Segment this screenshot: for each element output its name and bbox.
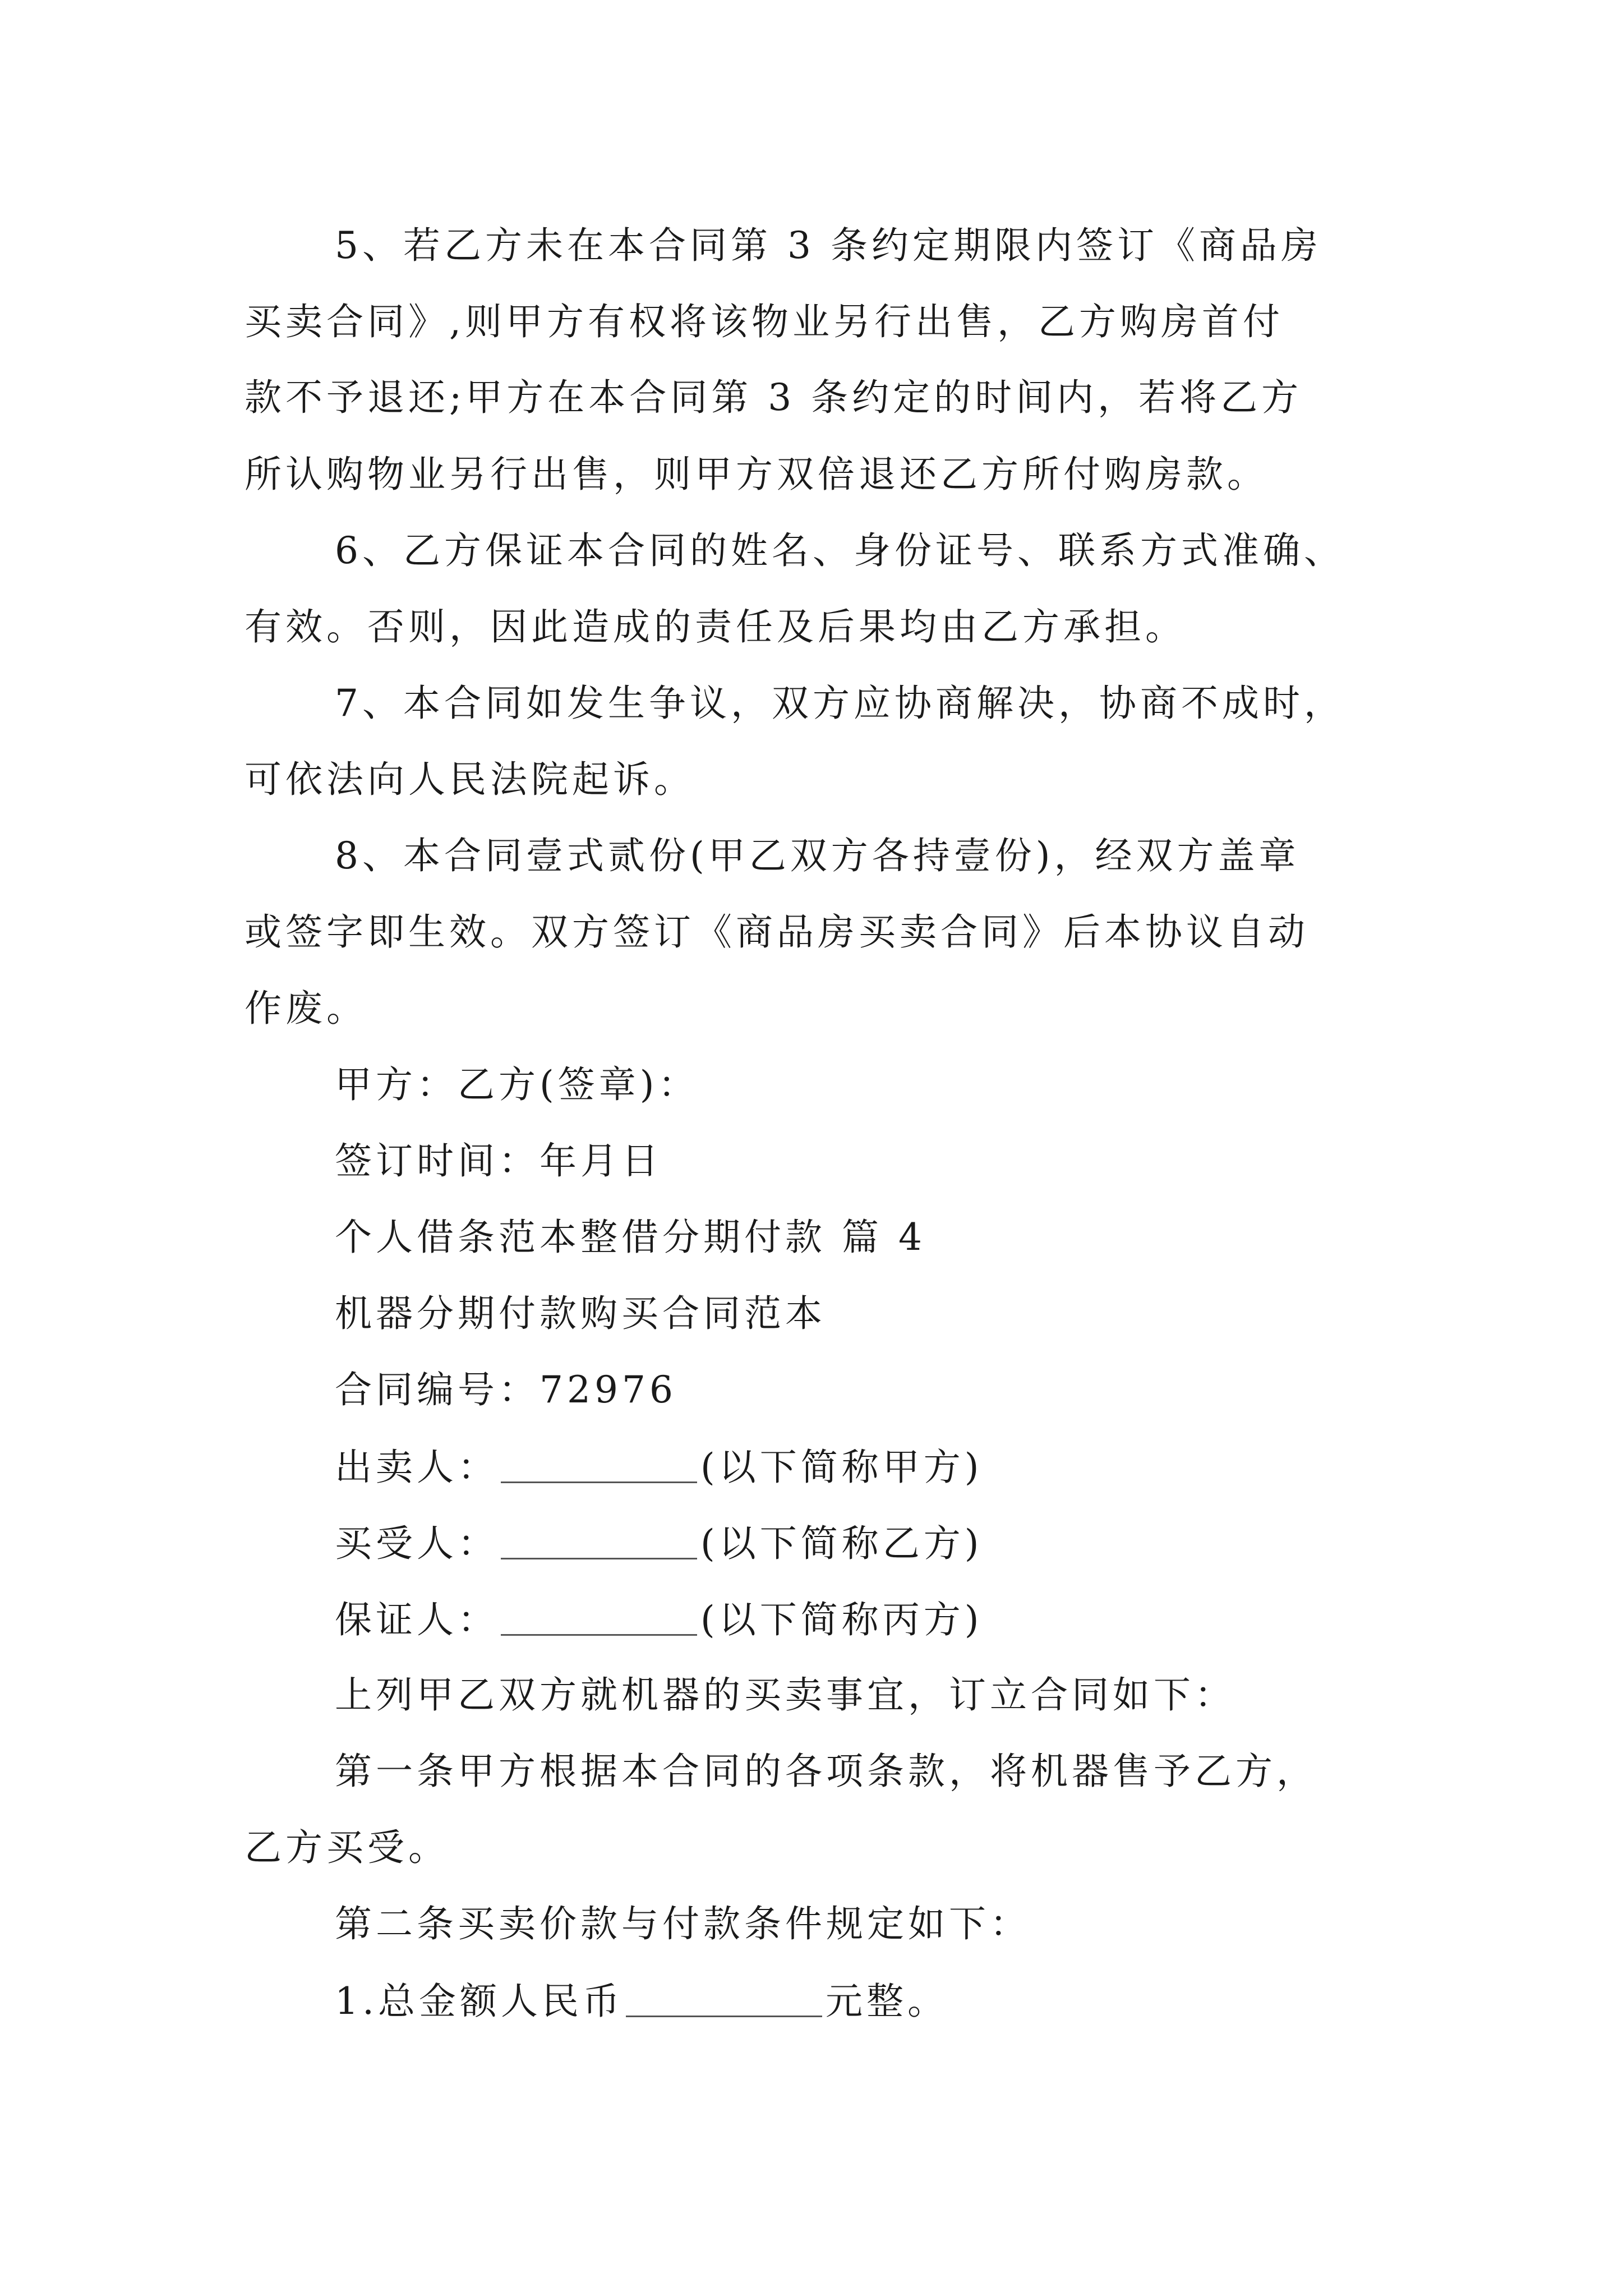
item5-line-2: 买卖合同》,则甲方有权将该物业另行出售，乙方购房首付: [245, 300, 1284, 343]
contract-title: 机器分期付款购买合同范本: [335, 1292, 826, 1335]
contract-number: 合同编号：72976: [335, 1368, 677, 1411]
seller-label: 出卖人：: [335, 1446, 499, 1489]
article1-line-1: 第一条甲方根据本合同的各项条款，将机器售予乙方，: [335, 1750, 1317, 1793]
guarantor-blank[interactable]: [501, 1600, 697, 1636]
signing-time: 签订时间：年月日: [335, 1139, 662, 1182]
item7-line-1: 7、本合同如发生争议，双方应协商解决，协商不成时，: [335, 682, 1345, 725]
total-amount-blank[interactable]: [626, 1982, 822, 2017]
item6-line-1: 6、乙方保证本合同的姓名、身份证号、联系方式准确、: [335, 529, 1345, 572]
buyer-blank[interactable]: [501, 1524, 697, 1559]
item5-line-4: 所认购物业另行出售，则甲方双倍退还乙方所付购房款。: [245, 453, 1268, 496]
item8-line-3: 作废。: [245, 987, 367, 1030]
item7-line-2: 可依法向人民法院起诉。: [245, 758, 695, 801]
guarantor-suffix: (以下简称丙方): [700, 1598, 983, 1641]
guarantor-line: [335, 1600, 983, 1639]
total-prefix: 1.总金额人民币: [335, 1980, 624, 2023]
seller-blank[interactable]: [501, 1448, 697, 1483]
item6-line-2: 有效。否则，因此造成的责任及后果均由乙方承担。: [245, 605, 1186, 648]
item8-line-1: 8、本合同壹式贰份(甲乙双方各持壹份)，经双方盖章: [335, 834, 1300, 877]
seller-suffix: (以下简称甲方): [700, 1446, 983, 1489]
article2-heading: 第二条买卖价款与付款条件规定如下：: [335, 1902, 1031, 1945]
total-suffix: 元整。: [825, 1980, 948, 2023]
total-amount-line: [335, 1980, 948, 2023]
seller-line: [335, 1446, 983, 1489]
section-heading: 个人借条范本整借分期付款 篇 4: [335, 1216, 926, 1259]
buyer-suffix: (以下简称乙方): [700, 1522, 983, 1565]
item5-line-3: 款不予退还;甲方在本合同第 3 条约定的时间内，若将乙方: [245, 376, 1303, 419]
buyer-line: [335, 1522, 983, 1565]
guarantor-label: 保证人：: [335, 1598, 499, 1641]
item5-line-1: 5、若乙方未在本合同第 3 条约定期限内签订《商品房: [335, 224, 1322, 267]
item8-line-2: 或签字即生效。双方签订《商品房买卖合同》后本协议自动: [245, 910, 1309, 954]
article1-line-2: 乙方买受。: [245, 1826, 449, 1869]
buyer-label: 买受人：: [335, 1522, 499, 1565]
contract-intro: 上列甲乙双方就机器的买卖事宜，订立合同如下：: [335, 1673, 1235, 1717]
signature-parties: 甲方：乙方(签章)：: [335, 1063, 699, 1106]
